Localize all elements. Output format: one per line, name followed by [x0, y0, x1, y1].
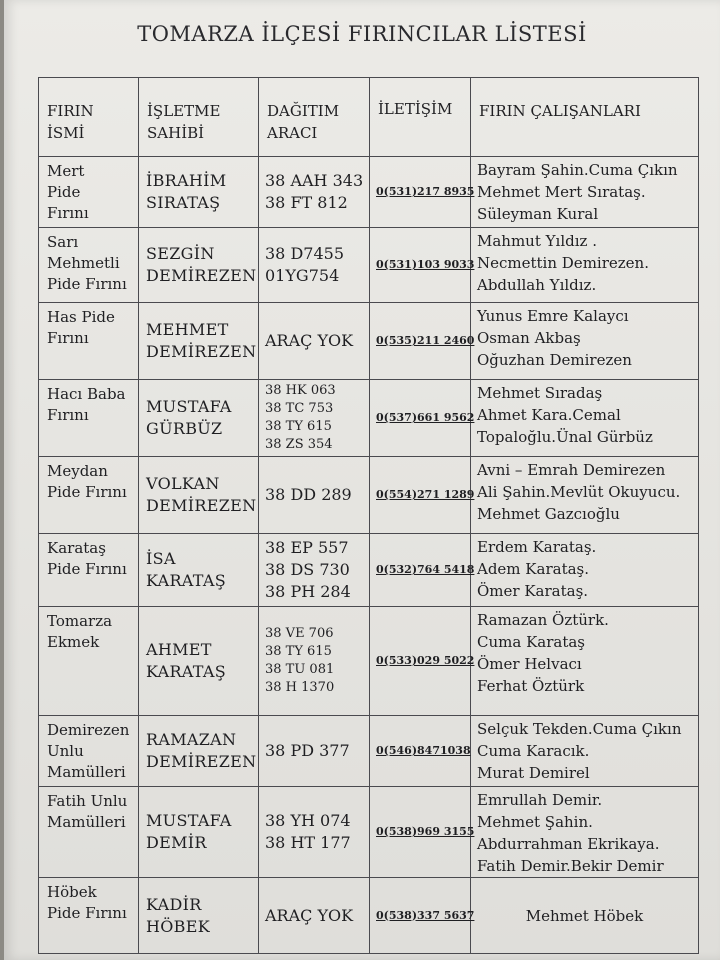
bakery-name-line: Tomarza [47, 612, 113, 630]
vehicle-plate: 38 HK 063 [265, 383, 336, 398]
vehicle-plate: 38 DD 289 [265, 485, 352, 504]
staff-member: Ahmet Kara.Cemal [477, 406, 621, 424]
page-title: TOMARZA İLÇESİ FIRINCILAR LİSTESİ [137, 22, 587, 46]
bakery-name-line: Mert [47, 162, 85, 180]
staff-member: Ömer Helvacı [477, 655, 582, 673]
phone-number: 0(546)8471038 [376, 744, 471, 757]
bakery-name-cell [39, 607, 139, 716]
bakery-name-cell [39, 878, 139, 954]
owner-cell [139, 787, 259, 878]
table-row [39, 380, 699, 457]
vehicle-cell [259, 380, 370, 457]
staff-member: Topaloğlu.Ünal Gürbüz [477, 428, 653, 446]
vehicle-plate: 38 TC 753 [265, 401, 334, 416]
staff-member: Ömer Karataş. [477, 582, 589, 600]
bakery-name-line: Höbek [47, 883, 97, 901]
phone-cell [370, 380, 475, 457]
staff-member: Abdurrahman Ekrikaya. [477, 835, 660, 853]
owner-line: AHMET [146, 640, 212, 659]
bakery-name-line: Ekmek [47, 633, 100, 651]
owner-cell [139, 303, 259, 380]
owner-line: DEMİR [146, 833, 207, 852]
table-row [39, 787, 699, 878]
staff-cell [471, 157, 699, 228]
owner-line: DEMİREZEN [146, 496, 257, 515]
vehicle-plate: 38 FT 812 [265, 193, 348, 212]
owner-line: KARATAŞ [146, 662, 226, 681]
owner-line: MUSTAFA [146, 811, 232, 830]
bakery-name-line: Sarı [47, 233, 79, 251]
bakery-name-cell [39, 716, 139, 787]
staff-member: Murat Demirel [477, 764, 590, 782]
staff-member: Adem Karataş. [477, 560, 590, 578]
vehicle-cell [259, 607, 370, 716]
bakery-name-line: Fırını [47, 329, 89, 347]
staff-cell [471, 878, 699, 954]
phone-cell [370, 878, 475, 954]
bakery-name-line: Fatih Unlu [47, 792, 128, 810]
vehicle-plate: 38 HT 177 [265, 833, 351, 852]
vehicle-plate: 38 D7455 [265, 244, 344, 263]
header-owner-line: SAHİBİ [147, 124, 205, 142]
staff-member: Emrullah Demir. [477, 791, 603, 809]
staff-member: Avni – Emrah Demirezen [477, 461, 666, 479]
bakery-name-cell [39, 457, 139, 534]
owner-cell [139, 716, 259, 787]
bakery-name-line: Mamülleri [47, 763, 126, 781]
bakery-name-cell [39, 228, 139, 303]
header-staff [471, 78, 699, 157]
vehicle-plate: 38 H 1370 [265, 680, 335, 695]
bakery-name-line: Pide Fırını [47, 560, 127, 578]
bakery-name-line: Has Pide [47, 308, 115, 326]
phone-cell [370, 457, 475, 534]
owner-line: KADİR [146, 894, 202, 914]
bakery-name-cell [39, 303, 139, 380]
staff-cell [471, 787, 699, 878]
staff-member: Yunus Emre Kalaycı [477, 307, 629, 325]
vehicle-cell [259, 157, 370, 228]
staff-member: Necmettin Demirezen. [477, 254, 649, 272]
table-row [39, 534, 699, 607]
bakery-name-line: Pide Fırını [47, 275, 127, 293]
vehicle-plate: 38 TY 615 [265, 644, 332, 659]
vehicle-cell [259, 228, 370, 303]
header-vehicle-line: DAĞITIM [267, 102, 340, 120]
vehicle-plate: 38 PD 377 [265, 741, 350, 760]
header-contact [370, 78, 471, 157]
staff-member: Abdullah Yıldız. [477, 276, 597, 294]
table-row [39, 157, 699, 228]
bakery-name-line: Pide [47, 183, 81, 201]
owner-line: GÜRBÜZ [146, 419, 223, 438]
header-vehicle-line: ARACI [267, 124, 318, 142]
table-row [39, 228, 699, 303]
phone-number: 0(535)211 2460 [376, 334, 475, 347]
header-name-line: İSMİ [47, 124, 85, 142]
phone-cell [370, 228, 475, 303]
bakery-name-line: Unlu [47, 742, 84, 760]
owner-line: RAMAZAN [146, 730, 237, 749]
table-row [39, 457, 699, 534]
phone-number: 0(532)764 5418 [376, 563, 475, 576]
bakery-name-line: Pide Fırını [47, 483, 127, 501]
phone-cell [370, 534, 475, 607]
bakery-name-line: Karataş [47, 539, 106, 557]
vehicle-plate: 38 VE 706 [265, 626, 334, 641]
owner-line: MEHMET [146, 320, 229, 339]
owner-cell [139, 228, 259, 303]
staff-member: Cuma Karacık. [477, 742, 590, 760]
phone-number: 0(537)661 9562 [376, 411, 475, 424]
phone-cell [370, 716, 471, 787]
bakery-name-cell [39, 534, 139, 607]
vehicle-plate: 38 TU 081 [265, 662, 335, 677]
vehicle-cell [259, 534, 370, 607]
owner-cell [139, 380, 259, 457]
staff-member: Cuma Karataş [477, 633, 586, 651]
table-row [39, 878, 699, 954]
header-name-line: FIRIN [47, 102, 94, 120]
owner-cell [139, 534, 259, 607]
header-name [39, 78, 139, 157]
vehicle-plate: 38 EP 557 [265, 538, 349, 557]
staff-cell [471, 534, 699, 607]
header-staff-line: FIRIN ÇALIŞANLARI [479, 102, 641, 120]
staff-member: Mehmet Höbek [525, 906, 644, 925]
owner-line: SIRATAŞ [146, 193, 221, 212]
phone-number: 0(538)337 5637 [376, 908, 475, 922]
vehicle-cell [259, 787, 370, 878]
staff-member: Süleyman Kural [477, 205, 599, 223]
phone-cell [370, 303, 475, 380]
table-row [39, 607, 699, 716]
vehicle-cell [259, 457, 370, 534]
phone-cell [370, 787, 475, 878]
staff-cell [471, 457, 699, 534]
vehicle-plate: 01YG754 [265, 266, 340, 285]
owner-line: KARATAŞ [146, 571, 226, 590]
vehicle-plate: 38 TY 615 [265, 419, 332, 434]
vehicle-plate: 38 ZS 354 [265, 437, 333, 452]
staff-member: Osman Akbaş [477, 329, 581, 347]
staff-member: Mehmet Sıradaş [477, 384, 603, 402]
vehicle-plate: 38 YH 074 [265, 811, 351, 830]
owner-line: DEMİREZEN [146, 752, 257, 771]
phone-number: 0(533)029 5022 [376, 654, 475, 667]
owner-line: HÖBEK [146, 916, 210, 936]
staff-member: Fatih Demir.Bekir Demir [477, 857, 664, 875]
staff-cell [471, 716, 699, 787]
bakery-name-cell [39, 787, 139, 878]
staff-cell [471, 228, 699, 303]
staff-member: Bayram Şahin.Cuma Çıkın [477, 161, 678, 179]
staff-member: Mehmet Gazcıoğlu [477, 505, 620, 523]
phone-number: 0(531)217 8935 [376, 185, 475, 198]
header-row [39, 78, 699, 157]
staff-member: Mehmet Mert Sırataş. [477, 183, 646, 201]
table-row [39, 716, 699, 787]
bakery-name-line: Pide Fırını [47, 904, 127, 922]
staff-member: Ramazan Öztürk. [477, 611, 609, 629]
bakery-name-cell [39, 380, 139, 457]
vehicle-plate: ARAÇ YOK [265, 331, 354, 350]
phone-number: 0(531)103 9033 [376, 258, 475, 271]
vehicle-cell [259, 303, 370, 380]
staff-member: Ferhat Öztürk [477, 677, 585, 695]
header-contact-line: İLETİŞİM [378, 100, 453, 118]
bakery-name-line: Meydan [47, 462, 108, 480]
owner-line: İBRAHİM [146, 171, 227, 190]
vehicle-cell [259, 716, 370, 787]
staff-member: Mehmet Şahin. [477, 813, 593, 831]
vehicle-plate: ARAÇ YOK [265, 905, 354, 925]
staff-cell [471, 380, 699, 457]
header-vehicle [259, 78, 370, 157]
bakery-name-line: Fırını [47, 406, 89, 424]
owner-cell [139, 607, 259, 716]
phone-cell [370, 607, 475, 716]
owner-cell [139, 157, 259, 228]
vehicle-plate: 38 DS 730 [265, 560, 350, 579]
vehicle-plate: 38 AAH 343 [265, 171, 364, 190]
bakery-name-line: Hacı Baba [47, 385, 126, 403]
staff-member: Selçuk Tekden.Cuma Çıkın [477, 720, 682, 738]
owner-line: DEMİREZEN [146, 342, 257, 361]
bakery-name-line: Mamülleri [47, 813, 126, 831]
vehicle-plate: 38 PH 284 [265, 582, 351, 601]
header-owner-line: İŞLETME [147, 102, 221, 120]
staff-cell [471, 607, 699, 716]
staff-member: Mahmut Yıldız . [477, 232, 597, 250]
owner-cell [139, 878, 259, 954]
staff-member: Erdem Karataş. [477, 538, 597, 556]
owner-line: MUSTAFA [146, 397, 232, 416]
owner-line: SEZGİN [146, 244, 215, 263]
staff-member: Ali Şahin.Mevlüt Okuyucu. [477, 483, 681, 501]
bakery-table [38, 77, 699, 954]
bakery-name-line: Mehmetli [47, 254, 120, 272]
table-row [39, 303, 699, 380]
bakery-name-line: Demirezen [47, 721, 130, 739]
header-owner [139, 78, 259, 157]
phone-cell [370, 157, 475, 228]
staff-member: Oğuzhan Demirezen [477, 351, 632, 369]
owner-line: DEMİREZEN [146, 266, 257, 285]
paper-sheet [4, 0, 720, 960]
staff-cell [471, 303, 699, 380]
phone-number: 0(554)271 1289 [376, 488, 475, 501]
vehicle-cell [259, 878, 370, 954]
phone-number: 0(538)969 3155 [376, 825, 475, 838]
bakery-name-line: Fırını [47, 204, 89, 222]
owner-line: VOLKAN [146, 474, 220, 493]
owner-cell [139, 457, 259, 534]
bakery-name-cell [39, 157, 139, 228]
owner-line: İSA [146, 549, 176, 568]
